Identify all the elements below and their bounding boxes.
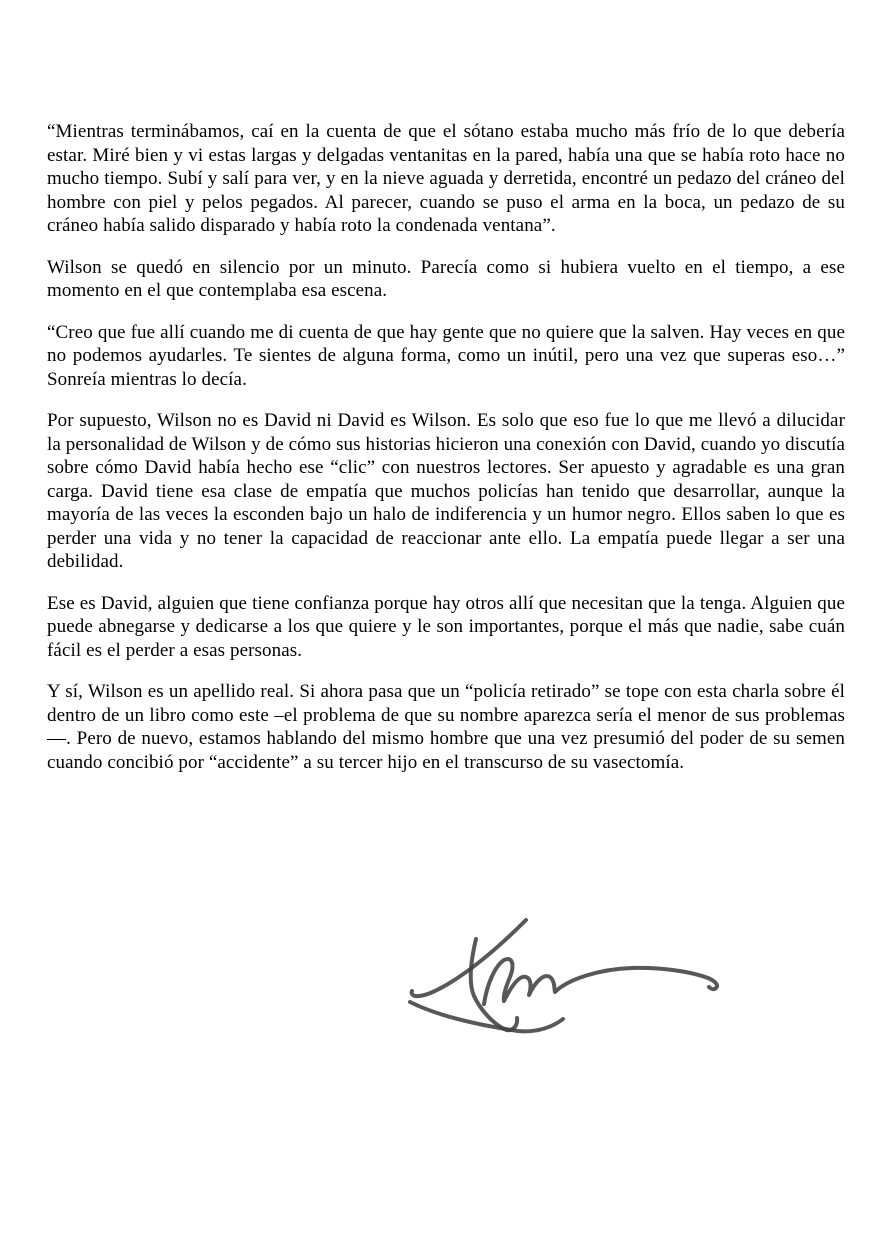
paragraph-ese-es-david: Ese es David, alguien que tiene confianza porque hay otros allí que necesitan que la tenga. Alguien que puede abnegarse y dedicarse a los que quiere y le son importantes, porque el más que nadie, sabe cuán fácil es el perder a esas personas. (47, 592, 845, 661)
text-block (47, 120, 845, 774)
paragraph-apellido-real: Y sí, Wilson es un apellido real. Si ahora pasa que un “policía retirado” se tope con esta charla sobre él dentro de un libro como este –el problema de que su nombre aparezca sería el menor de sus problemas—. Pero de nuevo, estamos hablando del mismo hombre que una vez presumió del poder de su semen cuando concibió por “accidente” a su tercer hijo en el transcurso de su vasectomía. (47, 681, 845, 773)
paragraph-quote-basement: “Mientras terminábamos, caí en la cuenta de que el sótano estaba mucho más frío de lo que debería estar. Miré bien y vi estas largas y delgadas ventanitas en la pared, había una que se había roto hace no mucho tiempo. Subí y salí para ver, y en la nieve aguada y derretida, encontré un pedazo del cráneo del hombre con piel y pelos pegados. Al parecer, cuando se puso el arma en la boca, un pedazo de su cráneo había salido disparado y había roto la condenada ventana”. (47, 121, 845, 236)
signature-block (400, 892, 730, 1042)
paragraph-wilson-silence: Wilson se quedó en silencio por un minuto. Parecía como si hubiera vuelto en el tiempo, a ese momento en el que contemplaba esa escena. (47, 256, 845, 301)
signature-stroke-leg (471, 939, 517, 1030)
paragraph-quote-realization: “Creo que fue allí cuando me di cuenta de que hay gente que no quiere que la salven. Hay veces en que no podemos ayudarles. Te sientes de alguna forma, como un inútil, pero una vez que superas eso…” Sonreía mientras lo decía. (47, 321, 845, 390)
signature-stroke-sweep (484, 959, 717, 1004)
paragraph-wilson-david: Por supuesto, Wilson no es David ni David es Wilson. Es solo que eso fue lo que me llevó a dilucidar la personalidad de Wilson y de cómo sus historias hicieron una conexión con David, cuando yo discutía sobre cómo David había hecho ese “clic” con nuestros lectores. Ser apuesto y agradable es una gran carga. David tiene esa clase de empatía que muchos policías han tenido que desarrollar, aunque la mayoría de las veces la esconden bajo un halo de indiferencia y un humor negro. Ellos saben lo que es perder una vida y no tener la capacidad de reaccionar ante ello. La empatía puede llegar a ser una debilidad. (47, 410, 845, 572)
signature-icon (400, 892, 730, 1042)
